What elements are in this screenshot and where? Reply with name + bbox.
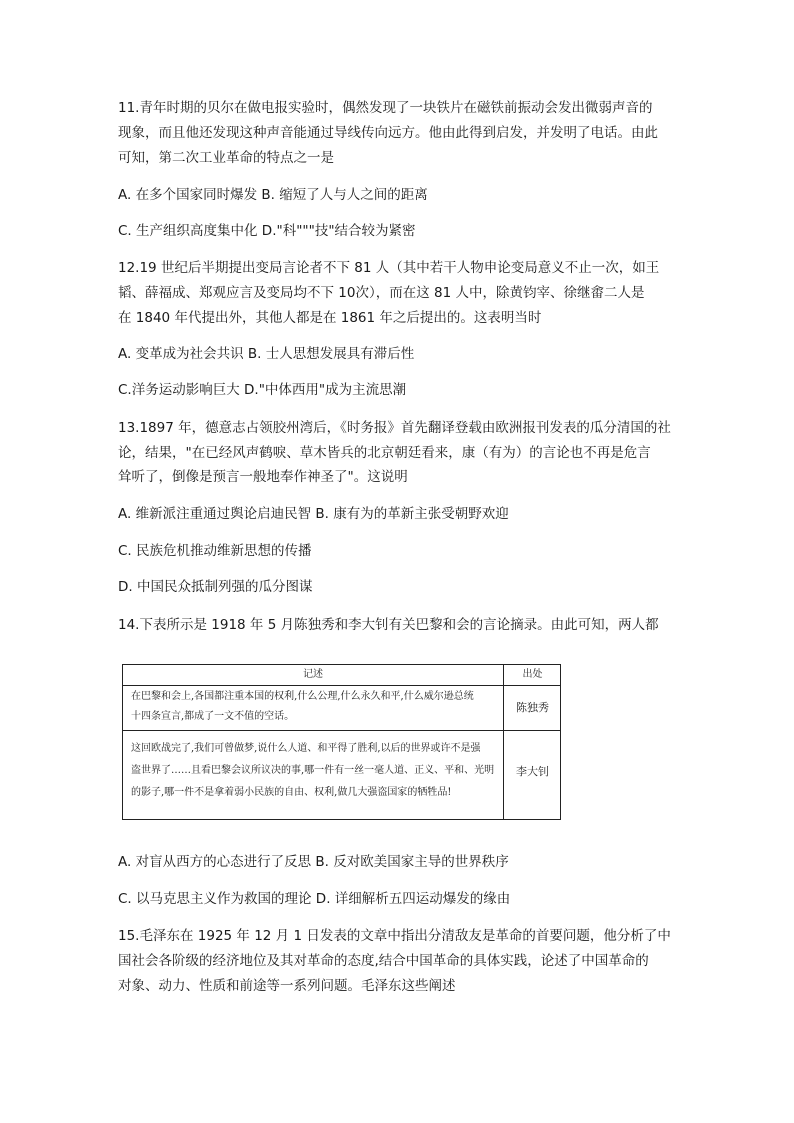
table-header-source: 出处 [522,669,543,680]
q12-stem-line2: 韬、薛福成、郑观应言及变局均不下 10次），而在这 81 人中，除黄钧宰、徐继畬二人是 [118,285,645,301]
table-row1-text-line2: 十四条宣言,都成了一文不值的空话。 [131,711,295,722]
q11-stem-line3: 可知，第二次工业革命的特点之一是 [118,150,334,166]
q14-stem-line1: 14.下表所示是 1918 年 5 月陈独秀和李大钊有关巴黎和会的言论摘录。由此可知，两人都 [118,617,659,633]
q11-options-ab: A. 在多个国家同时爆发 B. 缩短了人与人之间的距离 [118,187,428,203]
table-row2-source: 李大钊 [516,765,549,778]
table-row2-text-line2: 盗世界了……且看巴黎会议所议决的事,哪一件有一丝一毫人道、正义、平和、光明 [131,765,495,776]
q12-options-ab: A. 变革成为社会共识 B. 士人思想发展具有滞后性 [118,346,415,362]
q13-option-ab: A. 维新派注重通过舆论启迪民智 B. 康有为的革新主张受朝野欢迎 [118,506,509,522]
q12-stem-line1: 12.19 世纪后半期提出变局言论者不下 81 人（其中若干人物申论变局意义不止一次，如王 [118,260,660,276]
q15-stem-line3: 对象、动力、性质和前途等一系列问题。毛泽东这些阐述 [118,978,456,994]
q12-options-cd: C.洋务运动影响巨大 D."中体西用"成为主流思潮 [118,382,407,398]
q11-options-cd: C. 生产组织高度集中化 D."科"""技"结合较为紧密 [118,223,416,239]
q13-stem-line2: 论，结果，"在已经风声鹤唳、草木皆兵的北京朝廷看来，康（有为）的言论也不再是危言 [118,445,651,461]
table-header-record: 记述 [303,669,323,680]
table-row1-source: 陈独秀 [516,701,549,714]
q13-option-d: D. 中国民众抵制列强的瓜分图谋 [118,579,313,595]
q11-stem-line1: 11.青年时期的贝尔在做电报实验时，偶然发现了一块铁片在磁铁前振动会发出微弱声音的 [118,100,653,116]
q13-stem-line3: 耸听了，倒像是预言一般地奉作神圣了"。这说明 [118,469,408,485]
q13-option-c: C. 民族危机推动维新思想的传播 [118,543,312,559]
table-row2-text-line1: 这回欧战完了,我们可曾做梦,说什么人道、和平得了胜利,以后的世界或许不是强 [131,743,481,754]
q15-stem-line1: 15.毛泽东在 1925 年 12 月 1 日发表的文章中指出分清敌友是革命的首要问题，他分析了中 [118,928,671,944]
q11-stem-line2: 现象，而且他还发现这种声音能通过导线传向远方。他由此得到启发，并发明了电话。由此 [118,125,658,141]
q14-options-ab: A. 对盲从西方的心态进行了反思 B. 反对欧美国家主导的世界秩序 [118,854,509,870]
table-column-divider [503,665,504,819]
q13-stem-line1: 13.1897 年，德意志占领胶州湾后，《时务报》首先翻译登载由欧洲报刊发表的瓜分清国的社 [118,420,671,436]
table-row-divider [123,730,560,731]
q15-stem-line2: 国社会各阶级的经济地位及其对革命的态度,结合中国革命的具体实践，论述了中国革命的 [118,953,649,969]
q12-stem-line3: 在 1840 年代提出外，其他人都是在 1861 年之后提出的。这表明当时 [118,310,542,326]
q14-quote-table [122,664,561,820]
table-row2-text-line3: 的影子,哪一件不是拿着弱小民族的自由、权利,做几大强盗国家的牺牲品! [131,787,452,798]
q14-options-cd: C. 以马克思主义作为救国的理论 D. 详细解析五四运动爆发的缘由 [118,891,511,907]
table-row1-text-line1: 在巴黎和会上,各国都注重本国的权利,什么公理,什么永久和平,什么威尔逊总统 [131,691,474,702]
